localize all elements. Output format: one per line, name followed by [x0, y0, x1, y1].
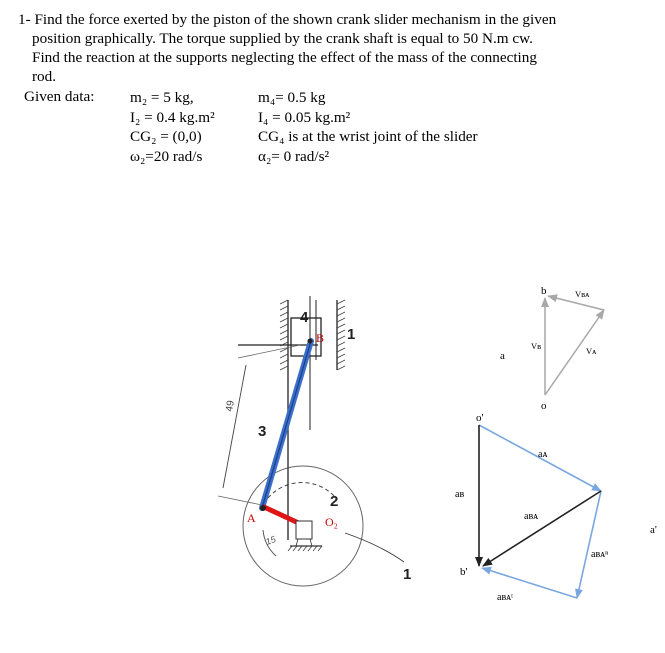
label-link-1-ground: 1 [403, 566, 412, 583]
mechanism [218, 296, 411, 586]
acc-label-aba: aʙᴀ [524, 511, 539, 522]
given-omega2: ω₂=20 rad/s [130, 147, 203, 165]
label-joint-a: A [247, 511, 256, 525]
joint-a-pin [260, 505, 266, 511]
vel-label-vba: Vʙᴀ [575, 289, 590, 299]
given-i2: I₂ = 0.4 kg.m² [130, 108, 215, 126]
dim-49-label: 49 [224, 399, 237, 413]
given-i4: I₄ = 0.05 kg.m² [258, 108, 351, 126]
problem-line-3: Find the reaction at the supports neglecting the effect of the mass of the connecting [32, 49, 537, 66]
acc-label-o-prime: o' [476, 412, 484, 424]
acc-label-a-prime: a' [650, 524, 657, 536]
label-joint-o2: O₂ [325, 515, 338, 529]
vel-label-vb: Vʙ [531, 341, 542, 351]
acc-label-ab: aʙ [455, 489, 465, 500]
joint-b-pin [308, 339, 313, 344]
vector-aba-n [577, 491, 601, 598]
label-link-1-top: 1 [347, 326, 356, 343]
dim-15-label: 15 [264, 534, 278, 547]
vector-aba [483, 491, 601, 566]
vel-label-va: Vᴀ [586, 346, 597, 356]
acc-label-aba-t: aʙᴀᵗ [497, 592, 514, 603]
acc-label-aba-n: aʙᴀⁿ [591, 549, 609, 560]
problem-line-1: 1- Find the force exerted by the piston of the shown crank slider mechanism in the given [18, 11, 557, 28]
acc-label-b-prime: b' [460, 566, 468, 578]
problem-line-4: rod. [32, 68, 57, 85]
slider-guide-right [337, 300, 345, 370]
given-cg4: CG₄ is at the wrist joint of the slider [258, 128, 478, 145]
vel-label-a: a [500, 350, 505, 362]
crank-dashed-arc [268, 482, 336, 498]
given-m4: m₄= 0.5 kg [258, 89, 326, 106]
given-alpha2: α₂= 0 rad/s² [258, 147, 330, 165]
vel-label-b: b [541, 285, 547, 297]
label-joint-b: B [316, 331, 325, 345]
label-link-2: 2 [330, 493, 339, 510]
given-data-label: Given data: [24, 88, 95, 105]
dim-49-line [223, 365, 246, 488]
given-cg2: CG₂ = (0,0) [130, 128, 202, 145]
ground-pivot [288, 521, 322, 551]
velocity-polygon [500, 285, 604, 412]
acceleration-polygon [455, 412, 657, 603]
problem-line-2: position graphically. The torque supplied by the crank shaft is equal to 50 N.m cw. [32, 30, 533, 47]
given-m2: m₂ = 5 kg, [130, 89, 194, 106]
acc-label-aa: aᴀ [538, 449, 548, 460]
vel-label-o: o [541, 400, 547, 412]
label-link-4: 4 [300, 309, 309, 326]
label-link-3: 3 [258, 423, 267, 440]
